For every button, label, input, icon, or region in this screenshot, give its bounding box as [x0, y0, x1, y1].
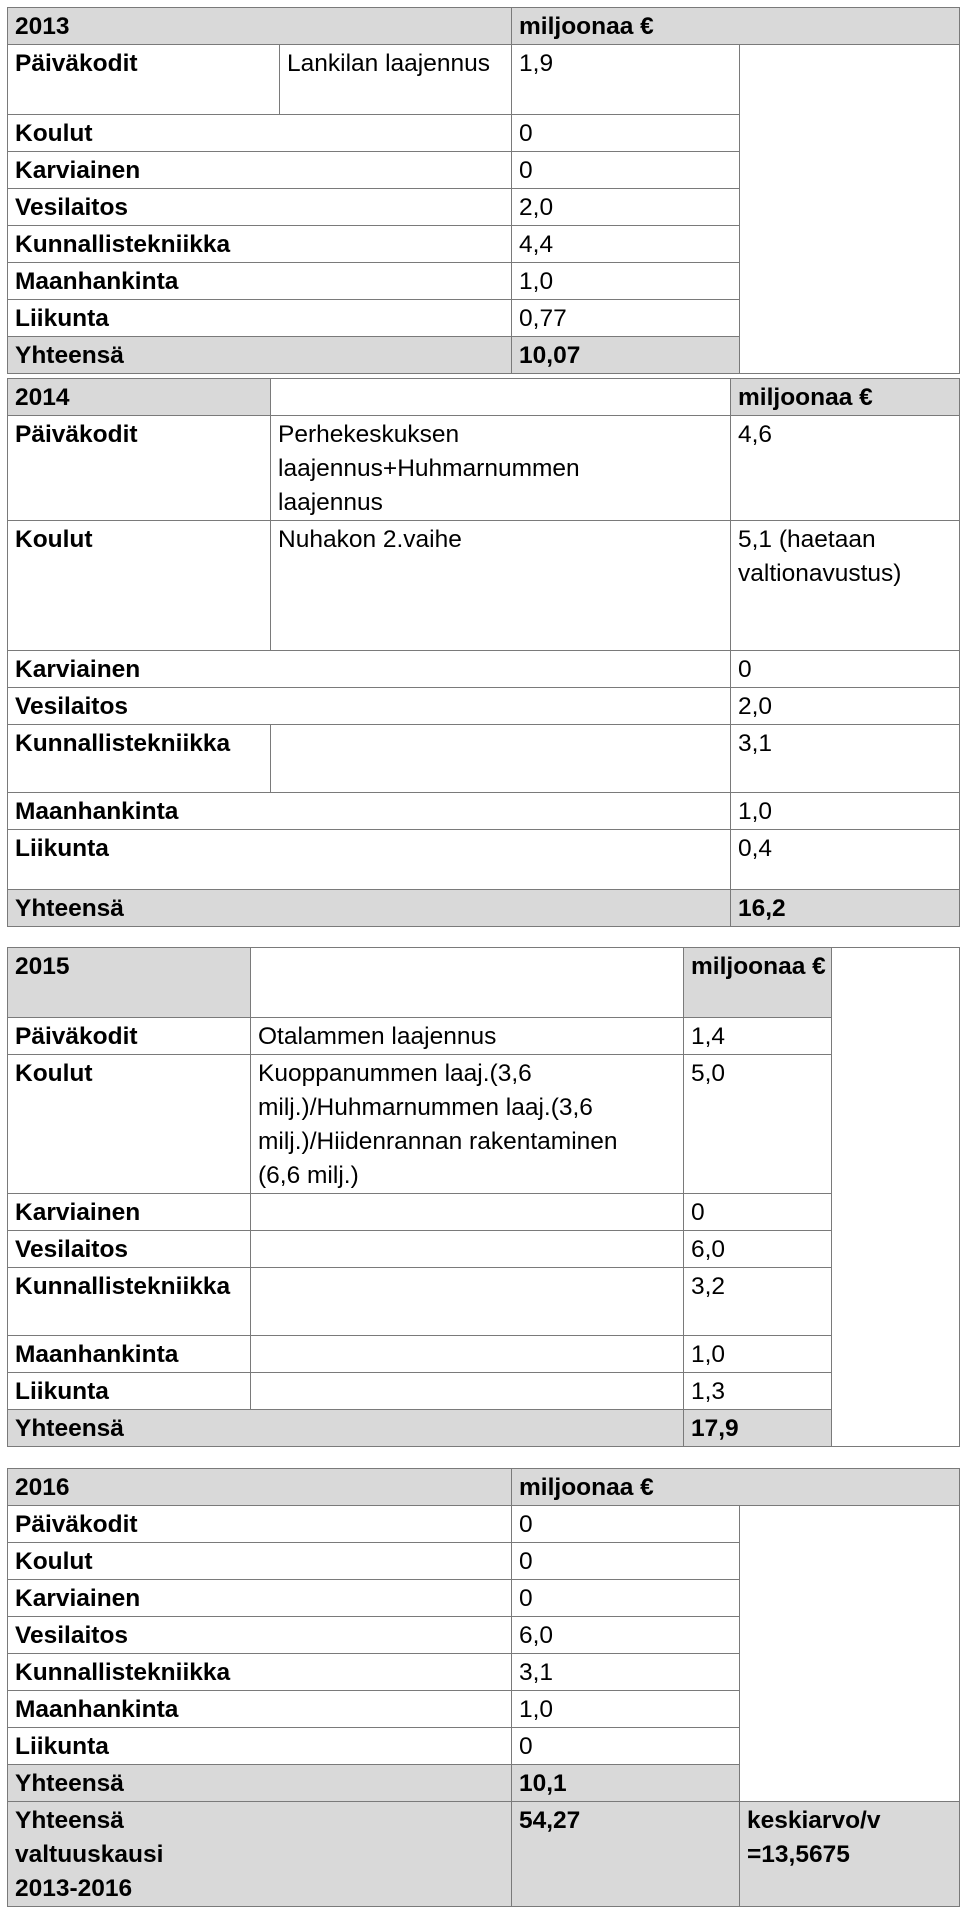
- empty-cell: [271, 725, 731, 793]
- table-2015: [7, 947, 960, 1447]
- row-value: 0,4: [731, 830, 960, 890]
- row-label: Maanhankinta: [8, 1691, 512, 1728]
- row-label: Koulut: [8, 115, 512, 152]
- total-value: 17,9: [684, 1410, 832, 1447]
- unit-heading: miljoonaa €: [512, 8, 960, 45]
- row-value: 0: [512, 152, 740, 189]
- row-value: 2,0: [512, 189, 740, 226]
- row-label: Koulut: [8, 1055, 251, 1194]
- row-value: 3,1: [512, 1654, 740, 1691]
- grand-total-value: 54,27: [512, 1802, 740, 1907]
- row-label: Liikunta: [8, 1728, 512, 1765]
- row-value: 0: [512, 1728, 740, 1765]
- table-2013: [7, 7, 960, 374]
- row-label: Karviainen: [8, 152, 512, 189]
- row-label: Päiväkodit: [8, 1506, 512, 1543]
- row-label: Liikunta: [8, 1373, 251, 1410]
- row-label: Liikunta: [8, 300, 512, 337]
- row-value: 1,9: [512, 45, 740, 115]
- row-label: Koulut: [8, 1543, 512, 1580]
- row-label: Kunnallistekniikka: [8, 1268, 251, 1336]
- row-value: 1,0: [731, 793, 960, 830]
- row-label: Koulut: [8, 521, 271, 651]
- total-label: Yhteensä: [8, 1410, 684, 1447]
- row-value: 1,4: [684, 1018, 832, 1055]
- row-label: Vesilaitos: [8, 1231, 251, 1268]
- row-label: Vesilaitos: [8, 1617, 512, 1654]
- empty-cell: [251, 948, 684, 1018]
- grand-total-label: Yhteensä valtuuskausi 2013-2016: [8, 1802, 512, 1907]
- row-label: Vesilaitos: [8, 688, 731, 725]
- year-heading: 2013: [8, 8, 512, 45]
- row-value: 1,0: [684, 1336, 832, 1373]
- row-value: 3,2: [684, 1268, 832, 1336]
- row-value: 0: [512, 1506, 740, 1543]
- row-label: Maanhankinta: [8, 793, 731, 830]
- row-label: Päiväkodit: [8, 1018, 251, 1055]
- empty-cell: [251, 1268, 684, 1336]
- row-label: Karviainen: [8, 651, 731, 688]
- unit-heading: miljoonaa €: [512, 1469, 960, 1506]
- row-label: Liikunta: [8, 830, 731, 890]
- row-label: Kunnallistekniikka: [8, 725, 271, 793]
- row-label: Päiväkodit: [8, 45, 280, 115]
- row-value: 1,3: [684, 1373, 832, 1410]
- row-label: Karviainen: [8, 1194, 251, 1231]
- row-detail: Perhekeskuksen laajennus+Huhmarnummen laajennus: [271, 416, 731, 521]
- unit-heading: miljoonaa €: [731, 379, 960, 416]
- row-label: Kunnallistekniikka: [8, 1654, 512, 1691]
- row-label: Vesilaitos: [8, 189, 512, 226]
- total-value: 10,07: [512, 337, 740, 374]
- empty-cell: [740, 45, 960, 374]
- empty-cell: [251, 1194, 684, 1231]
- row-value: 4,4: [512, 226, 740, 263]
- total-label: Yhteensä: [8, 890, 731, 927]
- table-2016: [7, 1468, 960, 1907]
- row-value: 0: [512, 1580, 740, 1617]
- row-value: 0: [512, 115, 740, 152]
- empty-cell: [832, 948, 960, 1447]
- total-value: 10,1: [512, 1765, 740, 1802]
- total-label: Yhteensä: [8, 1765, 512, 1802]
- row-value: 1,0: [512, 263, 740, 300]
- row-value: 5,1 (haetaan valtionavustus): [731, 521, 960, 651]
- unit-heading: miljoonaa €: [684, 948, 832, 1018]
- row-value: 5,0: [684, 1055, 832, 1194]
- row-label: Maanhankinta: [8, 263, 512, 300]
- row-detail: Lankilan laajennus: [280, 45, 512, 115]
- empty-cell: [251, 1231, 684, 1268]
- row-detail: Nuhakon 2.vaihe: [271, 521, 731, 651]
- row-value: 6,0: [684, 1231, 832, 1268]
- row-label: Karviainen: [8, 1580, 512, 1617]
- row-value: 0: [684, 1194, 832, 1231]
- row-value: 2,0: [731, 688, 960, 725]
- row-value: 3,1: [731, 725, 960, 793]
- row-value: 0: [731, 651, 960, 688]
- empty-cell: [251, 1336, 684, 1373]
- row-label: Kunnallistekniikka: [8, 226, 512, 263]
- year-heading: 2014: [8, 379, 271, 416]
- row-label: Päiväkodit: [8, 416, 271, 521]
- row-value: 0,77: [512, 300, 740, 337]
- empty-cell: [251, 1373, 684, 1410]
- year-heading: 2016: [8, 1469, 512, 1506]
- row-label: Maanhankinta: [8, 1336, 251, 1373]
- row-value: 6,0: [512, 1617, 740, 1654]
- row-detail: Kuoppanummen laaj.(3,6 milj.)/Huhmarnummen laaj.(3,6 milj.)/Hiidenrannan rakentaminen (6,6 milj.): [251, 1055, 684, 1194]
- year-heading: 2015: [8, 948, 251, 1018]
- empty-cell: [271, 379, 731, 416]
- empty-cell: [740, 1506, 960, 1802]
- row-value: 1,0: [512, 1691, 740, 1728]
- row-value: 0: [512, 1543, 740, 1580]
- total-label: Yhteensä: [8, 337, 512, 374]
- table-2014: [7, 378, 960, 927]
- average-note: keskiarvo/v =13,5675: [740, 1802, 960, 1907]
- row-detail: Otalammen laajennus: [251, 1018, 684, 1055]
- total-value: 16,2: [731, 890, 960, 927]
- row-value: 4,6: [731, 416, 960, 521]
